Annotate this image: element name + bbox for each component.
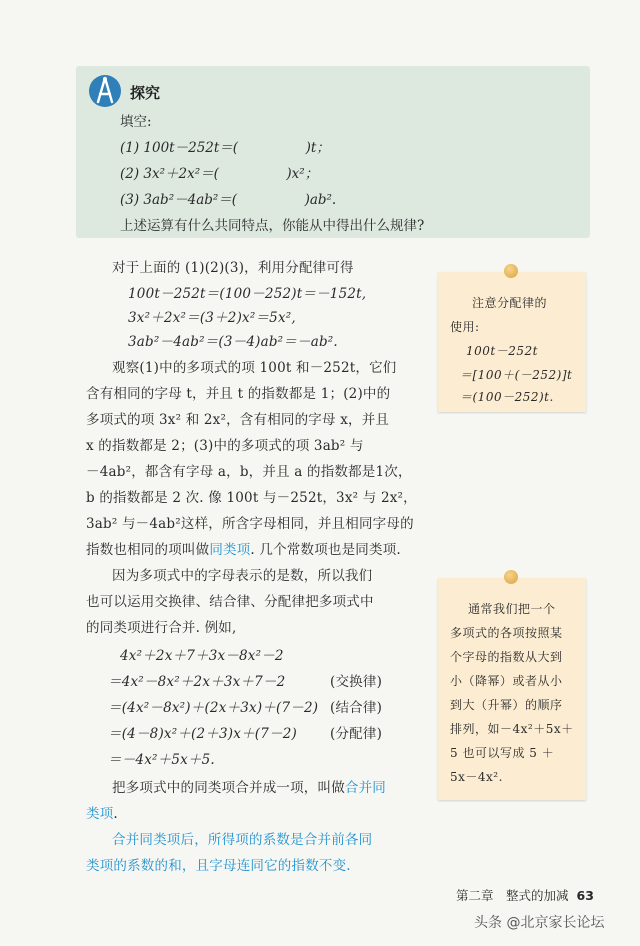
combine-term-end: . xyxy=(113,806,118,822)
body-line: 也可以运用交换律、结合律、分配律把多项式中 xyxy=(86,594,374,610)
body-line: 100t－252t＝(100－252)t＝－152t, xyxy=(128,286,367,302)
body-line: －4ab²，都含有字母 a，b，并且 a 的指数都是1次， xyxy=(86,464,412,480)
example-step: ＝4x²－8x²＋2x＋3x＋7－2 xyxy=(108,674,286,690)
combine-term: 合并同 xyxy=(344,780,387,796)
note-line: 100t－252t xyxy=(466,344,538,358)
body-line: 因为多项式中的字母表示的是数，所以我们 xyxy=(112,568,373,584)
note-line: 注意分配律的 xyxy=(472,296,548,310)
example-step: 4x²＋2x＋7＋3x－8x²－2 xyxy=(120,648,284,664)
chapter-title: 第二章 整式的加减 xyxy=(456,888,569,903)
body-line: 的同类项进行合并. 例如, xyxy=(86,620,237,636)
combine-term: 类项 xyxy=(86,806,114,822)
body-line: 多项式的项 3x² 和 2x²，含有相同的字母 x，并且 xyxy=(86,412,390,428)
like-terms-post: . 几个常数项也是同类项. xyxy=(250,542,401,558)
body-line: 3x²＋2x²＝(3＋2)x²＝5x², xyxy=(128,310,296,326)
body-line: x 的指数都是 2；(3)中的多项式的项 3ab² 与 xyxy=(86,438,364,454)
explore-box xyxy=(76,66,590,238)
page-number: 63 xyxy=(576,888,594,903)
pin-icon xyxy=(504,570,518,584)
example-step: ＝(4x²－8x²)＋(2x＋3x)＋(7－2) xyxy=(108,700,319,716)
rule-line: 合并同类项后，所得项的系数是合并前各同 xyxy=(112,832,373,848)
example-law: (交换律) xyxy=(330,674,383,690)
note-line: ＝[100＋(－252)]t xyxy=(460,368,573,382)
side-note-distributive xyxy=(438,272,586,412)
note-line: 多项式的各项按照某 xyxy=(450,626,563,640)
watermark: 头条 @北京家长论坛 xyxy=(474,915,605,931)
explore-line: 上述运算有什么共同特点，你能从中得出什么规律? xyxy=(120,218,425,234)
body-line: 含有相同的字母 t，并且 t 的指数都是 1；(2)中的 xyxy=(86,386,391,402)
combine-definition-cont xyxy=(86,802,118,822)
example-step: ＝－4x²＋5x＋5. xyxy=(108,752,215,768)
body-line: 观察(1)中的多项式的项 100t 和－252t，它们 xyxy=(112,360,397,376)
note-line: 排列，如－4x²＋5x＋ xyxy=(450,722,574,736)
page-footer xyxy=(456,886,594,904)
combine-definition xyxy=(112,776,386,796)
example-step: ＝(4－8)x²＋(2＋3)x＋(7－2) xyxy=(108,726,297,742)
like-terms-definition xyxy=(86,538,401,558)
note-line: 通常我们把一个 xyxy=(468,602,556,616)
note-line: 5 也可以写成 5 ＋ xyxy=(450,746,555,760)
note-line: ＝(100－252)t. xyxy=(460,390,554,404)
body-line: b 的指数都是 2 次. 像 100t 与－252t，3x² 与 2x²， xyxy=(86,490,417,506)
pin-icon xyxy=(504,264,518,278)
body-line: 对于上面的 (1)(2)(3)，利用分配律可得 xyxy=(112,260,354,276)
explore-title: 探究 xyxy=(130,84,161,102)
note-line: 个字母的指数从大到 xyxy=(450,650,563,664)
explore-line: (1) 100t－252t＝( )t； xyxy=(120,140,330,156)
explore-line: (2) 3x²＋2x²＝( )x²； xyxy=(120,166,319,182)
note-line: 使用: xyxy=(450,320,480,334)
side-note-ordering xyxy=(438,578,586,800)
example-law: (分配律) xyxy=(330,726,383,742)
example-law: (结合律) xyxy=(330,700,383,716)
explore-line: (3) 3ab²－4ab²＝( )ab². xyxy=(120,192,337,208)
body-line: 3ab² 与－4ab²这样，所含字母相同，并且相同字母的 xyxy=(86,516,414,532)
note-line: 小（降幂）或者从小 xyxy=(450,674,563,688)
note-line: 到大（升幂）的顺序 xyxy=(450,698,563,712)
explore-line: 填空: xyxy=(120,114,152,130)
like-terms-term: 同类项 xyxy=(209,542,251,558)
body-line: 3ab²－4ab²＝(3－4)ab²＝－ab². xyxy=(128,334,338,350)
rule-line: 类项的系数的和，且字母连同它的指数不变. xyxy=(86,858,351,874)
explore-compass-icon xyxy=(88,74,122,108)
like-terms-pre: 指数也相同的项叫做 xyxy=(86,542,210,558)
note-line: 5x－4x². xyxy=(450,770,503,784)
combine-pre: 把多项式中的同类项合并成一项，叫做 xyxy=(112,780,345,796)
